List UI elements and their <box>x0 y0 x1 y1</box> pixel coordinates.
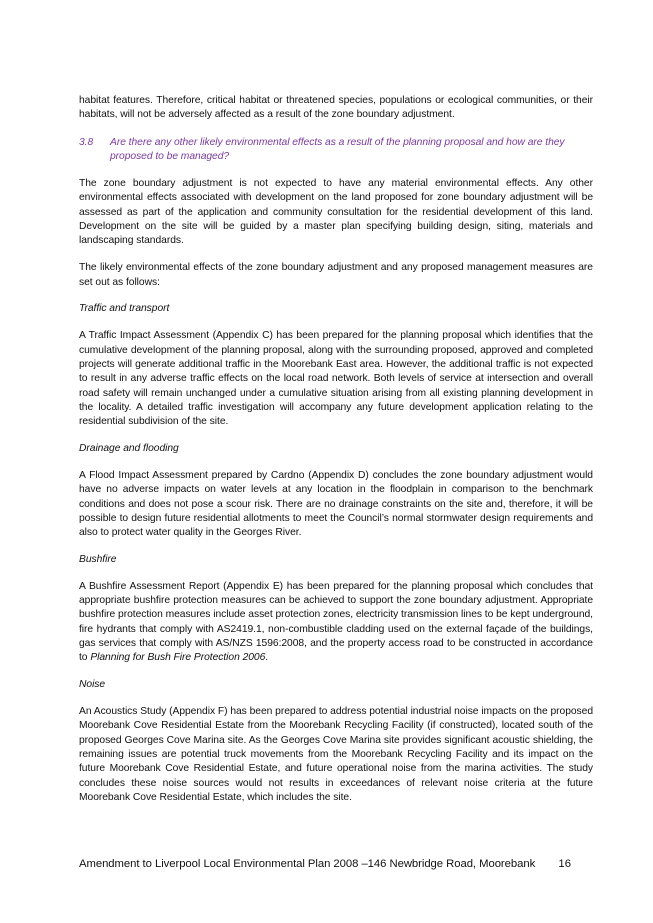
body-paragraph-2: The likely environmental effects of the zone boundary adjustment and any proposed management measures are set out as follows: <box>79 262 593 288</box>
section-question: Are there any other likely environmental effects as a result of the planning proposal and how are they proposed to be managed? <box>110 136 565 162</box>
footer-title: Amendment to Liverpool Local Environmental Plan 2008 –146 Newbridge Road, Moorebank <box>79 858 536 870</box>
section-number: 3.8 <box>79 136 94 148</box>
body-paragraph-1: The zone boundary adjustment is not expected to have any material environmental effects. Any other environmental effects associated with development on the land proposed for zone boundary adjustment will be assessed as part of the application and community consultation for the residential development of this land. Development on the site will be guided by a master plan specifying building design, siting, materials and landscaping standards. <box>79 178 593 247</box>
bushfire-end: . <box>265 652 269 664</box>
page-number: 16 <box>558 858 571 870</box>
bushfire-paragraph <box>79 580 593 666</box>
bushfire-heading: Bushfire <box>79 553 117 565</box>
bushfire-reference: Planning for Bush Fire Protection 2006 <box>90 652 266 664</box>
section-heading <box>79 136 593 165</box>
page-footer <box>79 858 571 870</box>
intro-paragraph: habitat features. Therefore, critical habitat or threatened species, populations or ecological communities, or their habitats, will not be adversely affected as a result of the zone boundary adjustment. <box>79 95 593 121</box>
noise-heading: Noise <box>79 679 106 691</box>
drainage-heading: Drainage and flooding <box>79 443 179 455</box>
page-content <box>79 94 593 818</box>
noise-paragraph: An Acoustics Study (Appendix F) has been prepared to address potential industrial noise impacts on the proposed Moorebank Cove Residential Estate from the Moorebank Recycling Facility (if constructed), located south of the proposed Georges Cove Marina site. As the Georges Cove Marina site provides significant acoustic shielding, the remaining issues are potential truck movements from the Moorebank Recycling Facility and its impact on the future Moorebank Cove Residential Estate, and future operational noise from the marina activities. The study concludes these noise sources would not results in exceedances of relevant noise criteria at the future Moorebank Cove Residential Estate, which includes the site. <box>79 706 593 803</box>
bushfire-text: A Bushfire Assessment Report (Appendix E) has been prepared for the planning proposal which concludes that appropriate bushfire protection measures can be achieved to support the zone boundary adjustment. Appropriate bushfire protection measures include asset protection zones, electricity transmission lines to be kept underground, fire hydrants that comply with AS2419.1, non-combustible cladding used on the external façade of the buildings, gas services that comply with AS/NZS 1596:2008, and the property access road to be constructed in accordance to <box>79 580 593 664</box>
traffic-heading: Traffic and transport <box>79 303 170 315</box>
traffic-paragraph: A Traffic Impact Assessment (Appendix C) has been prepared for the planning proposal which identifies that the cumulative development of the planning proposal, along with the surrounding proposed, approved and completed projects will generate additional traffic in the Moorebank East area. However, the additional traffic is not expected to result in any adverse traffic effects on the local road network. Both levels of service at intersection and overall road safety will remain unchanged under a cumulative situation arising from all existing planning development in the locality. A detailed traffic investigation will accompany any future development application relating to the residential subdivision of the site. <box>79 330 593 428</box>
drainage-paragraph: A Flood Impact Assessment prepared by Cardno (Appendix D) concludes the zone boundary adjustment would have no adverse impacts on water levels at any location in the floodplain in comparison to the benchmark conditions and does not pose a scour risk. There are no drainage constraints on the site and, therefore, it will be possible to design future residential allotments to meet the Council’s normal stormwater design requirements and also to protect water quality in the Georges River. <box>79 469 593 539</box>
